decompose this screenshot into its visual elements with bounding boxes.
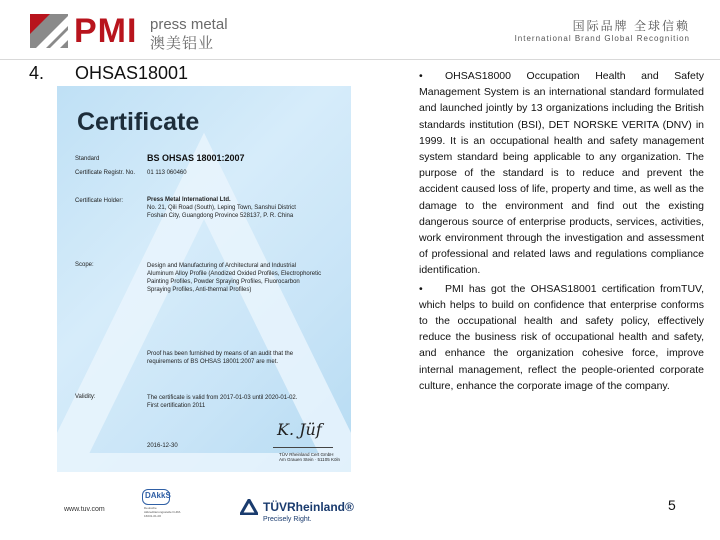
validity-line: First certification 2011 xyxy=(147,403,206,409)
proof-line: requirements of BS OHSAS 18001:2007 are met. xyxy=(147,359,279,365)
header-divider xyxy=(0,59,720,60)
logo-english: press metal xyxy=(150,16,228,33)
bullet-icon: • xyxy=(419,70,423,82)
pmi-logo-mark-icon xyxy=(30,14,68,48)
regno-value: 01 113 060460 xyxy=(147,170,187,176)
slide-header xyxy=(0,0,720,60)
certificate-title: Certificate xyxy=(77,108,200,136)
dakks-subtitle: Deutsche Akkreditierungsstelle D-ZM-16031-01-00 xyxy=(144,506,182,518)
signature: K. Jüf xyxy=(277,420,322,439)
scope-line: Painting Profiles, Powder Spraying Profiles, Fluorocarbon xyxy=(147,279,300,285)
scope-line: Aluminum Alloy Profile (Anodized Oxided Profiles, Electrophoretic xyxy=(147,271,322,277)
holder-line: Foshan City, Guangdong Province 528137, P. R. China xyxy=(147,213,294,219)
list-item xyxy=(419,68,704,279)
regno-label: Certificate Registr. No. xyxy=(75,170,136,176)
description-list xyxy=(419,68,704,396)
section-number: 4. xyxy=(29,63,45,83)
tuv-tagline: Precisely Right. xyxy=(263,516,312,523)
section-title: OHSAS18001 xyxy=(75,63,189,83)
list-item-text: PMI has got the OHSAS18001 certification fromTUV, which helps to build on confidence that enterprise conforms to the occupational health and safety policy, effectively reduce the business risk of occupational health and safety, and enhance the organization cohesive force, improve internal management, reflect the people-oriented corporate culture, enhance the corporate image of the company. xyxy=(419,282,704,392)
list-item-text: OHSAS18000 Occupation Health and Safety Management System is an international standard formulated and launched jointly by 13 organizations including the British standards institution (BSI), DET NORSKE VERITA (DNV) in 1999. It is an occupational health and safety management system standard being applicable to any organization. The purpose of the standard is to reduce and prevent the accident caused loss of life, property and time, as well as the damage to the environment and find out the existing dangerous source of enterprise products, services, activities, work environment through the investigation and assessment of professional and related laws and regulations compliance identification. xyxy=(419,70,704,277)
logo-brand: PMI xyxy=(74,12,138,50)
standard-value: BS OHSAS 18001:2007 xyxy=(147,153,245,163)
dakks-text: DAkkS xyxy=(145,491,171,500)
tuv-brand: TÜVRheinland® xyxy=(263,500,354,514)
scope-line: Spraying Profiles, Anti-thermal Profiles) xyxy=(147,287,252,293)
holder-line: Press Metal International Ltd. xyxy=(147,197,231,203)
validity-label: Validity: xyxy=(75,394,96,400)
slogan-english: International Brand Global Recognition xyxy=(514,34,690,43)
certificate-date: 2016-12-30 xyxy=(147,443,178,449)
validity-line: The certificate is valid from 2017-01-03 until 2020-01-02. xyxy=(147,395,298,401)
logo-chinese: 澳美铝业 xyxy=(150,35,215,52)
dakks-logo xyxy=(142,489,182,519)
issuer-line: TÜV Rheinland Cert GmbH xyxy=(279,452,334,457)
bullet-icon: • xyxy=(419,282,423,295)
list-item xyxy=(419,281,704,394)
scope-label: Scope: xyxy=(75,262,94,268)
scope-line: Design and Manufacturing of Architectural and Industrial xyxy=(147,263,297,269)
issuer-line: Am Grauen Stein · 51105 Köln xyxy=(279,457,340,462)
holder-line: No. 21, Qili Road (South), Leping Town, Sanshui District xyxy=(147,205,296,211)
page-number: 5 xyxy=(668,497,676,513)
footer-url: www.tuv.com xyxy=(64,506,105,513)
standard-label: Standard xyxy=(75,156,100,162)
tuv-triangle-icon xyxy=(240,499,258,515)
pmi-logo xyxy=(30,12,240,52)
slogan-chinese: 国际品牌 全球信赖 xyxy=(572,19,690,33)
holder-label: Certificate Holder: xyxy=(75,198,124,204)
proof-line: Proof has been furnished by means of an audit that the xyxy=(147,351,294,357)
signature-line xyxy=(273,447,333,448)
certificate-image xyxy=(57,86,351,472)
